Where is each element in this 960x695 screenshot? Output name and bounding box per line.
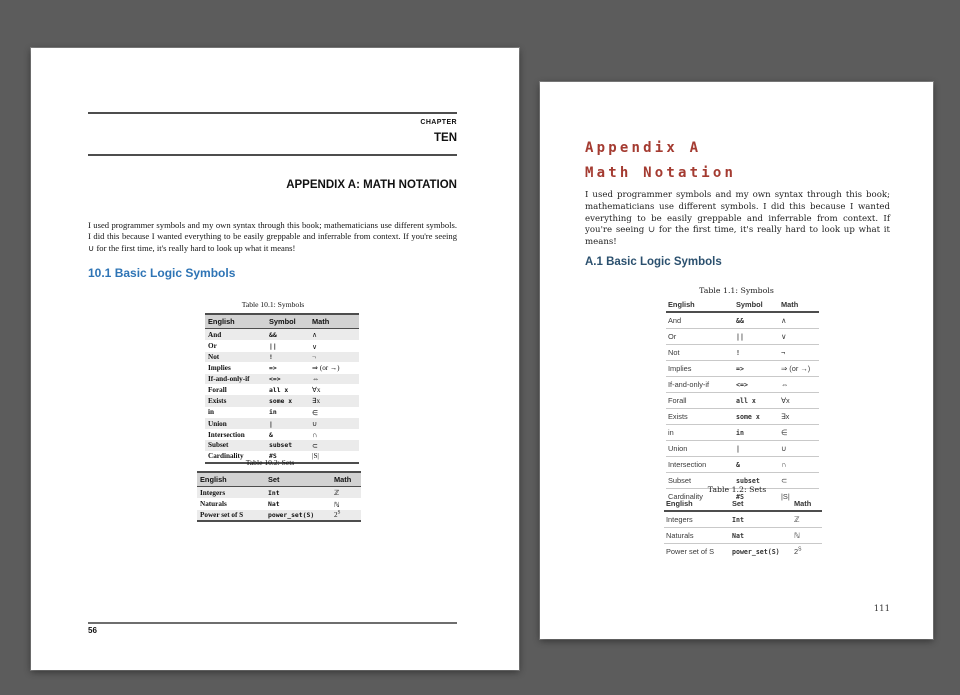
- intro-paragraph: I used programmer symbols and my own syntax through this book; mathematicians use different symbols. I did this because I wanted everything to be easily greppable and inferrable from context. If you're seeing ∪ for the first time, it's really hard to look up what it means!: [88, 220, 457, 253]
- table-cell: &&: [269, 330, 277, 339]
- table-row: [205, 418, 359, 429]
- table-cell: |: [269, 419, 273, 428]
- table-cell: Union: [208, 419, 227, 428]
- table-cell: |: [734, 441, 779, 457]
- intro-paragraph: I used programmer symbols and my own syntax through this book; mathematicians use different symbols. I did this because I wanted everything to be easily greppable and inferrable from context. If you're seeing ∪ for the first time, it's really hard to look up what it means!: [585, 190, 890, 248]
- table-cell: ∀x: [779, 393, 819, 409]
- table-caption: Table 10.1: Symbols: [241, 300, 305, 309]
- table-row: [205, 429, 359, 439]
- table-cell: Cardinality: [666, 489, 734, 505]
- table-cell: ⊂: [779, 473, 819, 489]
- table-cell: ∃x: [779, 409, 819, 425]
- table-row: [205, 329, 359, 341]
- table-cell: in: [666, 425, 734, 441]
- table-caption: Table 1.1: Symbols: [699, 286, 774, 295]
- table-row: [664, 511, 822, 528]
- column-header: Set: [265, 472, 331, 487]
- table-row: [205, 384, 359, 395]
- table-row: [666, 457, 819, 473]
- table-cell: Power set of S: [664, 544, 730, 560]
- table-row: [666, 393, 819, 409]
- table-cell: ℕ: [334, 500, 340, 509]
- header-rule-top: [88, 112, 457, 114]
- chapter-label: CHAPTER: [420, 119, 457, 126]
- table-row: [205, 352, 359, 362]
- table-cell: ∨: [779, 329, 819, 345]
- table-caption: Table 1.2: Sets: [707, 485, 767, 494]
- column-header: English: [666, 298, 734, 312]
- table-cell: ⊂: [312, 441, 319, 450]
- table-header-row: [664, 497, 822, 511]
- table-header-row: [205, 314, 359, 329]
- column-header: Symbol: [734, 298, 779, 312]
- table-cell: Subset: [208, 441, 229, 450]
- table-cell: Integers: [200, 488, 226, 497]
- table-header-row: [197, 472, 361, 487]
- table-cell: Not: [666, 345, 734, 361]
- table-row: [664, 528, 822, 544]
- table-cell: ∈: [779, 425, 819, 441]
- page-number: 111: [873, 604, 890, 614]
- table-cell: <=>: [734, 377, 779, 393]
- column-header: Math: [792, 497, 822, 511]
- chapter-number: TEN: [434, 132, 457, 144]
- table-cell: ∪: [779, 441, 819, 457]
- table-cell: Not: [208, 352, 220, 361]
- table-row: [666, 312, 819, 329]
- table-cell: Implies: [208, 363, 231, 372]
- table-cell: some x: [269, 396, 293, 405]
- table-cell: some x: [734, 409, 779, 425]
- table-cell: =>: [734, 361, 779, 377]
- column-header: Symbol: [266, 314, 309, 329]
- table-row: [666, 361, 819, 377]
- table-cell: ¬: [312, 352, 317, 361]
- table-cell: If-and-only-if: [666, 377, 734, 393]
- table-cell: Exists: [666, 409, 734, 425]
- table-row: [205, 440, 359, 451]
- table-cell: Intersection: [208, 430, 245, 439]
- table-row: [666, 425, 819, 441]
- table-sets: [664, 485, 810, 559]
- table-cell: Intersection: [666, 457, 734, 473]
- table-cell: |S|: [312, 452, 319, 461]
- table-cell: power_set(S): [730, 544, 792, 560]
- table-cell: ||: [734, 329, 779, 345]
- table-cell: $2^S$: [792, 544, 822, 560]
- table-cell: ∩: [779, 457, 819, 473]
- table-cell: Implies: [666, 361, 734, 377]
- table-symbols: [666, 286, 811, 504]
- table-cell: all x: [269, 385, 289, 394]
- table-cell: Nat: [268, 500, 280, 509]
- section-heading: 10.1 Basic Logic Symbols: [88, 266, 236, 280]
- table-cell: Naturals: [200, 500, 227, 509]
- section-heading: A.1 Basic Logic Symbols: [585, 256, 722, 268]
- appendix-title: APPENDIX A: MATH NOTATION: [286, 179, 457, 191]
- table-cell: ∧: [781, 316, 787, 325]
- table-row: [205, 407, 359, 418]
- table-cell: in: [208, 408, 214, 417]
- table-cell: ∧: [312, 331, 318, 340]
- table-row: [666, 409, 819, 425]
- table-cell: Forall: [208, 385, 227, 394]
- table-cell: power_set(S): [268, 510, 315, 519]
- table-cell: =>: [269, 363, 277, 372]
- table-cell: $2^S$: [334, 510, 341, 519]
- column-header: Math: [309, 314, 359, 329]
- table-cell: ⇔: [779, 377, 819, 393]
- table-cell: Integers: [666, 515, 693, 524]
- table-row: [666, 441, 819, 457]
- table-row: [205, 362, 359, 373]
- table-cell: Union: [666, 441, 734, 457]
- table-row: [666, 377, 819, 393]
- footer-rule: [88, 622, 457, 624]
- table-header-row: [666, 298, 819, 312]
- table-cell: ∈: [312, 408, 319, 417]
- table-cell: Or: [208, 342, 217, 351]
- table-cell: subset: [269, 441, 293, 450]
- table-cell: ∩: [312, 430, 318, 439]
- table-sets: [197, 458, 352, 522]
- table-cell: ℤ: [334, 489, 340, 498]
- table-cell: Nat: [730, 528, 792, 544]
- table-cell: Int: [268, 488, 280, 497]
- table-cell: ∨: [312, 342, 318, 351]
- data-table: [666, 298, 819, 504]
- table-cell: in: [734, 425, 779, 441]
- table-cell: <=>: [269, 374, 281, 383]
- data-table: [205, 313, 359, 464]
- table-cell: Exists: [208, 396, 227, 405]
- header-rule-bottom: [88, 154, 457, 156]
- right-document-page: [540, 82, 933, 639]
- table-cell: ℤ: [794, 515, 800, 524]
- data-table: [664, 497, 822, 559]
- left-document-page: [31, 48, 519, 670]
- column-header: Math: [331, 472, 361, 487]
- table-cell: ||: [269, 342, 277, 351]
- page-number: 56: [88, 626, 97, 635]
- column-header: English: [205, 314, 266, 329]
- table-symbols: [205, 300, 341, 464]
- table-cell: Forall: [666, 393, 734, 409]
- table-cell: And: [668, 316, 682, 325]
- table-row: [197, 510, 361, 521]
- table-cell: If-and-only-if: [208, 374, 250, 383]
- column-header: English: [664, 497, 730, 511]
- table-row: [205, 395, 359, 406]
- table-cell: Int: [732, 515, 744, 524]
- table-cell: &&: [736, 316, 744, 325]
- table-cell: |S|: [779, 489, 819, 505]
- table-cell: ⇒ (or →): [779, 361, 819, 377]
- table-cell: #S: [734, 489, 779, 505]
- table-cell: in: [269, 408, 277, 417]
- column-header: Math: [779, 298, 819, 312]
- table-cell: #S: [269, 452, 277, 461]
- table-cell: ∪: [312, 420, 318, 429]
- table-cell: Naturals: [664, 528, 730, 544]
- data-table: [197, 471, 361, 522]
- table-cell: ¬: [779, 345, 819, 361]
- table-row: [197, 498, 361, 509]
- column-header: Set: [730, 497, 792, 511]
- table-cell: all x: [734, 393, 779, 409]
- appendix-title-line1: Appendix A: [585, 140, 702, 156]
- table-row: [205, 340, 359, 351]
- table-cell: &: [269, 430, 273, 439]
- table-cell: ℕ: [792, 528, 822, 544]
- column-header: English: [197, 472, 265, 487]
- table-cell: Power set of S: [200, 510, 244, 519]
- table-cell: subset: [734, 473, 779, 489]
- table-cell: !: [734, 345, 779, 361]
- table-caption: Table 10.2: Sets: [245, 458, 295, 467]
- table-cell: Or: [666, 329, 734, 345]
- table-row: [666, 329, 819, 345]
- table-row: [666, 345, 819, 361]
- table-cell: &: [734, 457, 779, 473]
- table-cell: !: [269, 352, 273, 361]
- table-cell: ⇔: [312, 374, 320, 383]
- table-cell: ∃x: [312, 397, 321, 406]
- table-cell: Cardinality: [208, 452, 244, 461]
- table-cell: Subset: [666, 473, 734, 489]
- table-cell: ⇒ (or →): [312, 364, 340, 373]
- appendix-title-line2: Math Notation: [585, 165, 737, 181]
- table-row: [197, 487, 361, 499]
- table-row: [205, 374, 359, 384]
- table-cell: ∀x: [312, 386, 321, 395]
- table-cell: And: [208, 330, 222, 339]
- table-row: [664, 544, 822, 560]
